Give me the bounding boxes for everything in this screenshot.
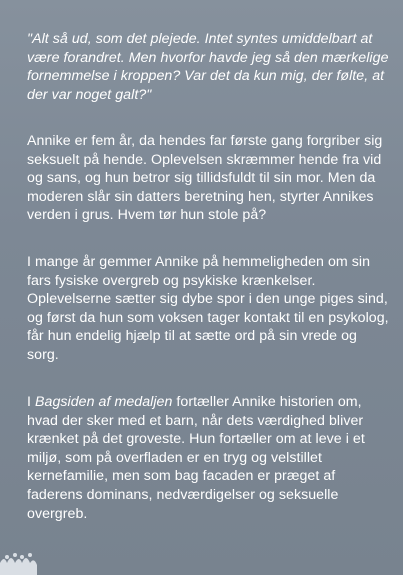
blurb-paragraph-1: Annike er fem år, da hendes far første gang forgriber sig seksuelt på hende. Oplevelsen skræmmer hende fra vid og sans, og hun betror sig tillidsfuldt til sin mor. Men da moderen slår sin datters beretning hen, styrter Annikes verden i grus. Hvem tør hun stole på?: [27, 133, 383, 224]
crown-ornament-icon: [0, 547, 60, 575]
blurb-paragraph-2: I mange år gemmer Annike på hemmeligheden om sin fars fysiske overgreb og psykiske krænkelser. Oplevelserne sætter sig dybe spor i den unge piges sind, og først da hun som voksen tager kontakt til en psykolog, får hun endelig hjælp til at sætte ord på sin vrede og sorg.: [27, 254, 389, 363]
blurb-paragraph-3-rest: fortæller Annike historien om, hvad der sker med et barn, når dets værdighed bliver krænket på det groveste. Hun fortæller om at leve i et miljø, som på overfladen er en tryg og velstillet kernefamilie, men som bag facaden er præget af faderens dominans, nedværdigelser og seksuelle overgreb.: [27, 394, 365, 522]
book-title-reference: Bagsiden af medaljen: [34, 394, 173, 410]
blurb-paragraph-3-prefix: I: [27, 394, 35, 410]
blurb-paragraph-3: [27, 393, 389, 523]
cover-quote: "Alt så ud, som det plejede. Intet syntes umiddelbart at være forandret. Men hvorfor havde jeg så den mærkelige fornemmelse i kroppen? Var det da kun mig, der følte, at der var noget galt?": [27, 31, 389, 103]
